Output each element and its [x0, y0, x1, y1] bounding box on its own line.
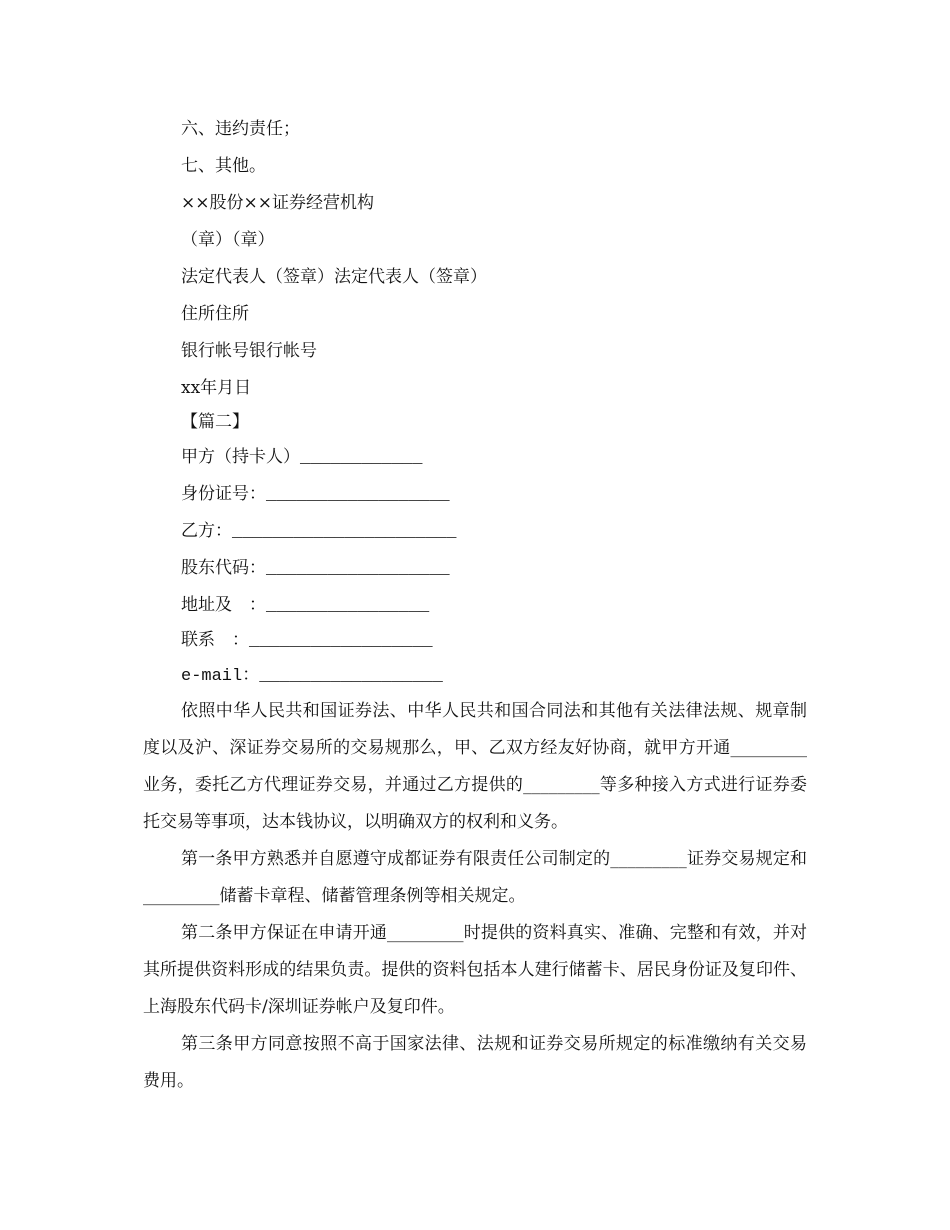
party-a-cardholder-field: 甲方（持卡人）____________: [181, 449, 423, 468]
agreement-preamble-paragraph: 依照中华人民共和国证券法、中华人民共和国合同法和其他有关法律法规、规章制度以及沪、深证券交易所的交易规那么，甲、乙双方经友好协商，就甲方开通_________业务，委托乙方代理证券交易，并通过乙方提供的_________等多种接入方式进行证券委托交易等事项，达本钱协议，以明确双方的权利和义务。: [143, 701, 807, 832]
article-two-paragraph: 第二条甲方保证在申请开通_________时提供的资料真实、准确、完整和有效，并对其所提供资料形成的结果负责。提供的资料包括本人建行储蓄卡、居民身份证及复印件、上海股东代码卡/深圳证券帐户及复印件。: [143, 923, 807, 1017]
email-field: e-mail：__________________: [181, 667, 443, 686]
seal-line: （章）（章）: [181, 230, 275, 250]
contact-field: 联系 ：__________________: [181, 632, 433, 651]
date-line: xx年月日: [181, 378, 252, 398]
parties-names: ××股份××证券经营机构: [181, 193, 374, 213]
shareholder-code-field: 股东代码：__________________: [181, 560, 450, 579]
section-heading-part-two: 【篇二】: [181, 412, 249, 432]
address-line: 住所住所: [181, 304, 249, 324]
legal-representative-line: 法定代表人（签章）法定代表人（签章）: [181, 267, 487, 287]
clause-seven-other: 七、其他。: [181, 156, 266, 176]
clause-six-breach-liability: 六、违约责任；: [181, 119, 300, 139]
article-one-paragraph: 第一条甲方熟悉并自愿遵守成都证券有限责任公司制定的_________证券交易规定和_________储蓄卡章程、储蓄管理条例等相关规定。: [143, 849, 807, 906]
address-field: 地址及 ：________________: [181, 597, 430, 616]
id-number-field: 身份证号：__________________: [181, 486, 450, 505]
article-three-paragraph: 第三条甲方同意按照不高于国家法律、法规和证券交易所规定的标准缴纳有关交易费用。: [143, 1034, 807, 1091]
bank-account-line: 银行帐号银行帐号: [181, 341, 317, 361]
party-b-field: 乙方：______________________: [181, 523, 457, 542]
